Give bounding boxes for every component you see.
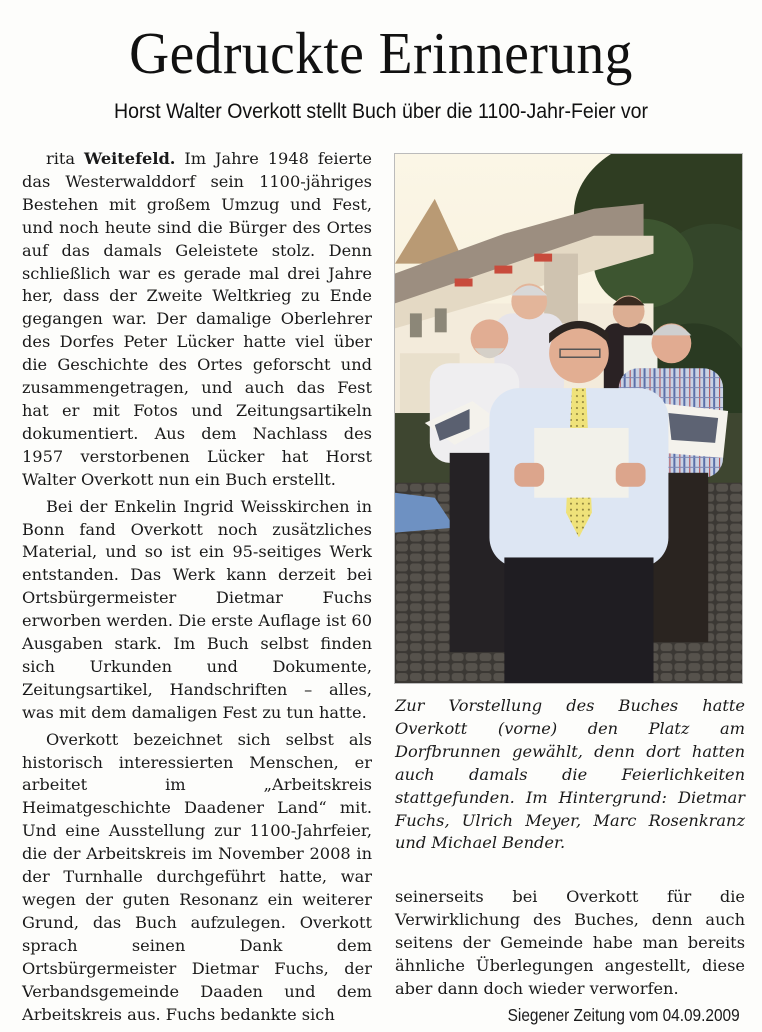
certificate	[534, 428, 628, 498]
paragraph-4: seinerseits bei Overkott für die Verwirklichung des Buches, denn auch seitens der Gemeinde habe man bereits ähnliche Überlegungen angestellt, diese aber dann doch wieder verworfen.	[395, 887, 745, 998]
paragraph-1-text: Im Jahre 1948 feierte das Westerwalddorf sein 1100-jähriges Bestehen mit großem Umzug und Fest, und noch heute sind die Bürger des Ortes auf das damals Geleistete stolz. Denn schließlich war es gerade mal drei Jahre her, dass der Zweite Weltkrieg zu Ende gegangen war. Der damalige Oberlehrer des Dorfes Peter Lücker hatte viel über die Geschichte des Ortes geforscht und zusammengetragen, und auch das Fest hat er mit Fotos und Zeitungsartikeln dokumentiert. Aus dem Nachlass des 1957 verstorbenen Lücker hat Horst Walter Overkott nun ein Buch erstellt.	[22, 149, 372, 489]
paragraph-3: Overkott bezeichnet sich selbst als historisch interessierten Menschen, er arbeitet im „Arbeitskreis Heimatgeschichte Daadener Land“ mit. Und eine Ausstellung zur 1100-Jahrfeier, die der Arbeitskreis im November 2008 in der Turnhalle durchgeführt hatte, war wegen der guten Resonanz ein weiterer Grund, das Buch aufzulegen. Overkott sprach seinen Dank dem Ortsbürgermeister Dietmar Fuchs, der Verbandsgemeinde Daaden und dem Arbeitskreis aus. Fuchs bedankte sich	[22, 729, 372, 1024]
source-line: Siegener Zeitung vom 04.09.2009	[507, 1005, 740, 1025]
subheadline: Horst Walter Overkott stellt Buch über die 1100-Jahr-Feier vor	[113, 100, 649, 123]
paragraph-1	[22, 148, 372, 492]
headline: Gedruckte Erinnerung	[129, 20, 633, 86]
paragraph-2: Bei der Enkelin Ingrid Weisskirchen in Bonn fand Overkott noch zusätzliches Material, und so ist ein 95-seitiges Werk entstanden. Das Werk kann derzeit bei Ortsbürgermeister Dietmar Fuchs erworben werden. Die erste Auflage ist 60 Ausgaben stark. Im Buch selbst finden sich Urkunden und Dokumente, Zeitungsartikel, Handschriften – alles, was mit dem damaligen Fest zu tun hatte.	[22, 496, 372, 722]
dateline-place: Weitefeld.	[83, 149, 176, 168]
photo-group-of-men	[395, 154, 742, 683]
article-photo	[394, 153, 743, 684]
dateline-author: rita	[46, 149, 76, 168]
article-column-left	[22, 148, 372, 1026]
photo-caption: Zur Vorstellung des Buches hatte Overkott (vorne) den Platz am Dorfbrunnen gewählt, denn dort hatten auch damals die Feierlichkeiten stattgefunden. Im Hintergrund: Dietmar Fuchs, Ulrich Meyer, Marc Rosenkranz und Michael Bender.	[395, 696, 745, 853]
article-column-right	[395, 886, 745, 1001]
